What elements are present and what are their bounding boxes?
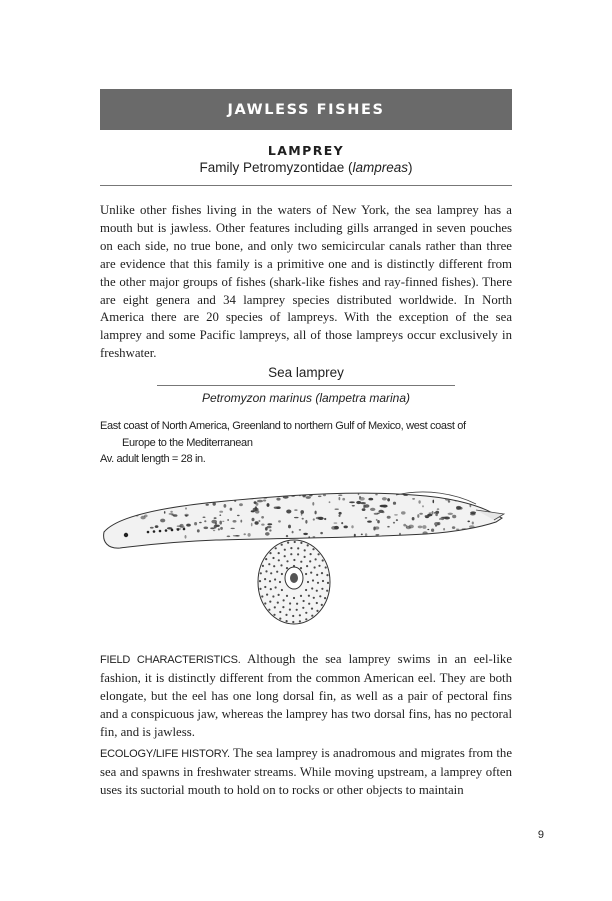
- field-characteristics-paragraph: [100, 651, 512, 742]
- field-characteristics-text: Although the sea lamprey swims in an eel-like fashion, it is distinctly different from the common American eel. They are both elongate, but the eel has one long dorsal fin, as well as a pair of pectoral fins and a conspicuous jaw, whereas the lamprey has two dorsal fins, has no pectoral fin, and is jawless.: [100, 652, 512, 739]
- section-header: [100, 89, 512, 130]
- family-subtitle-italic: lampreas: [352, 160, 409, 175]
- species-common-name: Sea lamprey: [268, 365, 344, 380]
- intro-paragraph: Unlike other fishes living in the waters of New York, the sea lamprey has a mouth but is jawless. Other features including gills arranged in seven pouches on each side, no true bone, and only two semicircular canals rather than three are evidence that this family is a primitive one and is distinctly different from the other major groups of fishes (shark-like fishes and ray-finned fishes). There are eight genera and 34 lamprey species distributed worldwide. In North America there are 20 species of lampreys. With the exception of the sea lamprey and some Pacific lampreys, all of those lampreys occur exclusively in freshwater.: [100, 203, 512, 361]
- species-average-length: Av. adult length = 28 in.: [100, 453, 206, 465]
- page-number: 9: [537, 829, 544, 841]
- family-subtitle: [100, 160, 512, 175]
- ecology-text: The sea lamprey is anadromous and migrates from the sea and spawns in freshwater streams. While moving upstream, a lamprey often uses its suctorial mouth to hold on to rocks or other objects to maintain: [100, 746, 513, 797]
- lamprey-body: [104, 492, 504, 548]
- species-range-line1: East coast of North America, Greenland to northern Gulf of Mexico, west coast of: [100, 420, 466, 432]
- species-divider: [157, 385, 455, 386]
- ecology-label: ECOLOGY/LIFE HISTORY.: [100, 748, 230, 760]
- ecology-paragraph: [100, 745, 512, 800]
- field-characteristics-label: FIELD CHARACTERISTICS.: [100, 654, 241, 666]
- species-range-line2: Europe to the Mediterranean: [122, 437, 253, 449]
- sea-lamprey-illustration: [96, 480, 508, 632]
- lamprey-oral-disc: [258, 540, 330, 624]
- section-header-text: JAWLESS FISHES: [227, 101, 385, 118]
- species-range: [100, 418, 480, 452]
- family-title: LAMPREY: [267, 143, 345, 158]
- family-divider: [100, 185, 512, 186]
- family-subtitle-prefix: Family Petromyzontidae (: [199, 160, 353, 175]
- family-subtitle-suffix: ): [408, 160, 413, 175]
- species-scientific-name: Petromyzon marinus (lampetra marina): [201, 391, 411, 405]
